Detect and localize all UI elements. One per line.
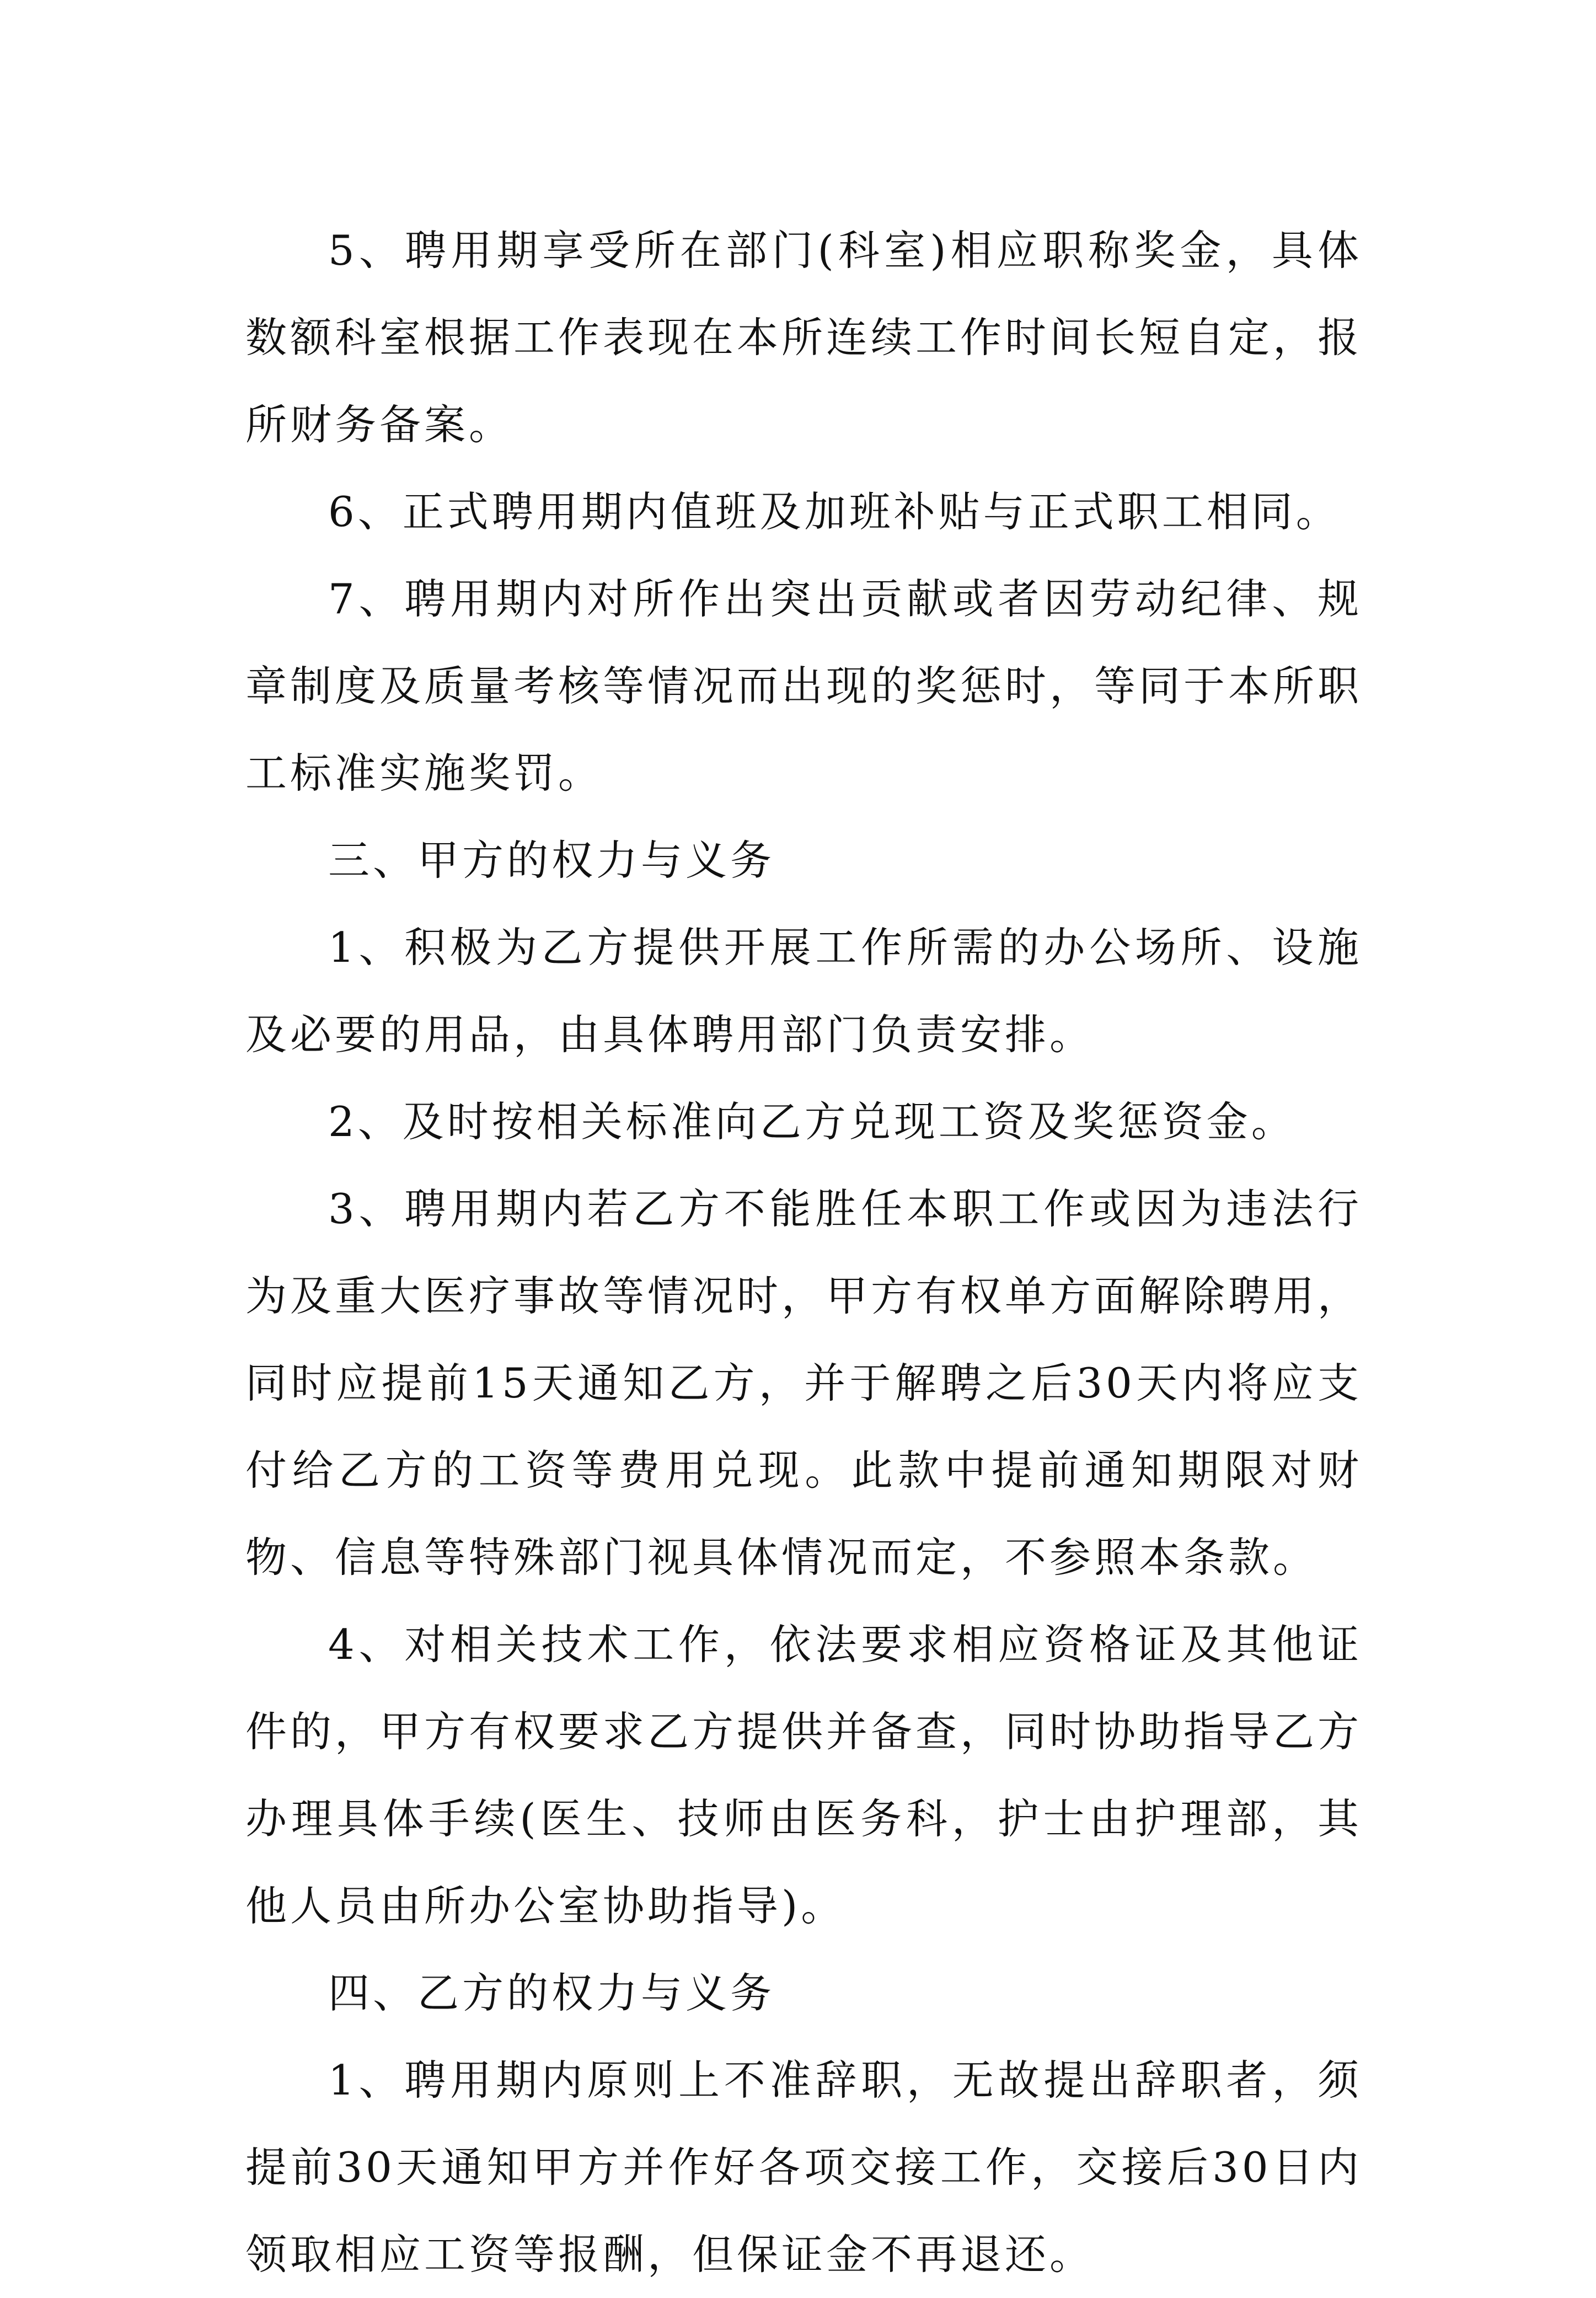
document-body <box>245 207 1362 2298</box>
clause-paragraph: 3、聘用期内若乙方不能胜任本职工作或因为违法行为及重大医疗事故等情况时，甲方有权单方面解除聘用，同时应提前15天通知乙方，并于解聘之后30天内将应支付给乙方的工资等费用兑现。此款中提前通知期限对财物、信息等特殊部门视具体情况而定，不参照本条款。 <box>245 1185 1363 1582</box>
clause-paragraph: 4、对相关技术工作，依法要求相应资格证及其他证件的，甲方有权要求乙方提供并备查，同时协助指导乙方办理具体手续(医生、技师由医务科，护士由护理部，其他人员由所办公室协助指导)。 <box>245 1620 1363 1930</box>
section-heading: 四、乙方的权力与义务 <box>328 1969 775 2017</box>
clause-paragraph: 1、聘用期内原则上不准辞职，无故提出辞职者，须提前30天通知甲方并作好各项交接工作，交接后30日内领取相应工资等报酬，但保证金不再退还。 <box>245 2056 1362 2279</box>
clause-paragraph: 7、聘用期内对所作出突出贡献或者因劳动纪律、规章制度及质量考核等情况而出现的奖惩时，等同于本所职工标准实施奖罚。 <box>245 575 1363 797</box>
clause-paragraph: 6、正式聘用期内值班及加班补贴与正式职工相同。 <box>328 488 1341 536</box>
clause-paragraph: 5、聘用期享受所在部门(科室)相应职称奖金，具体数额科室根据工作表现在本所连续工作时间长短自定，报所财务备案。 <box>245 226 1363 449</box>
section-heading: 三、甲方的权力与义务 <box>328 836 775 885</box>
clause-paragraph: 1、积极为乙方提供开展工作所需的办公场所、设施及必要的用品，由具体聘用部门负责安排。 <box>245 923 1362 1059</box>
clause-paragraph: 2、及时按相关标准向乙方兑现工资及奖惩资金。 <box>328 1097 1296 1146</box>
